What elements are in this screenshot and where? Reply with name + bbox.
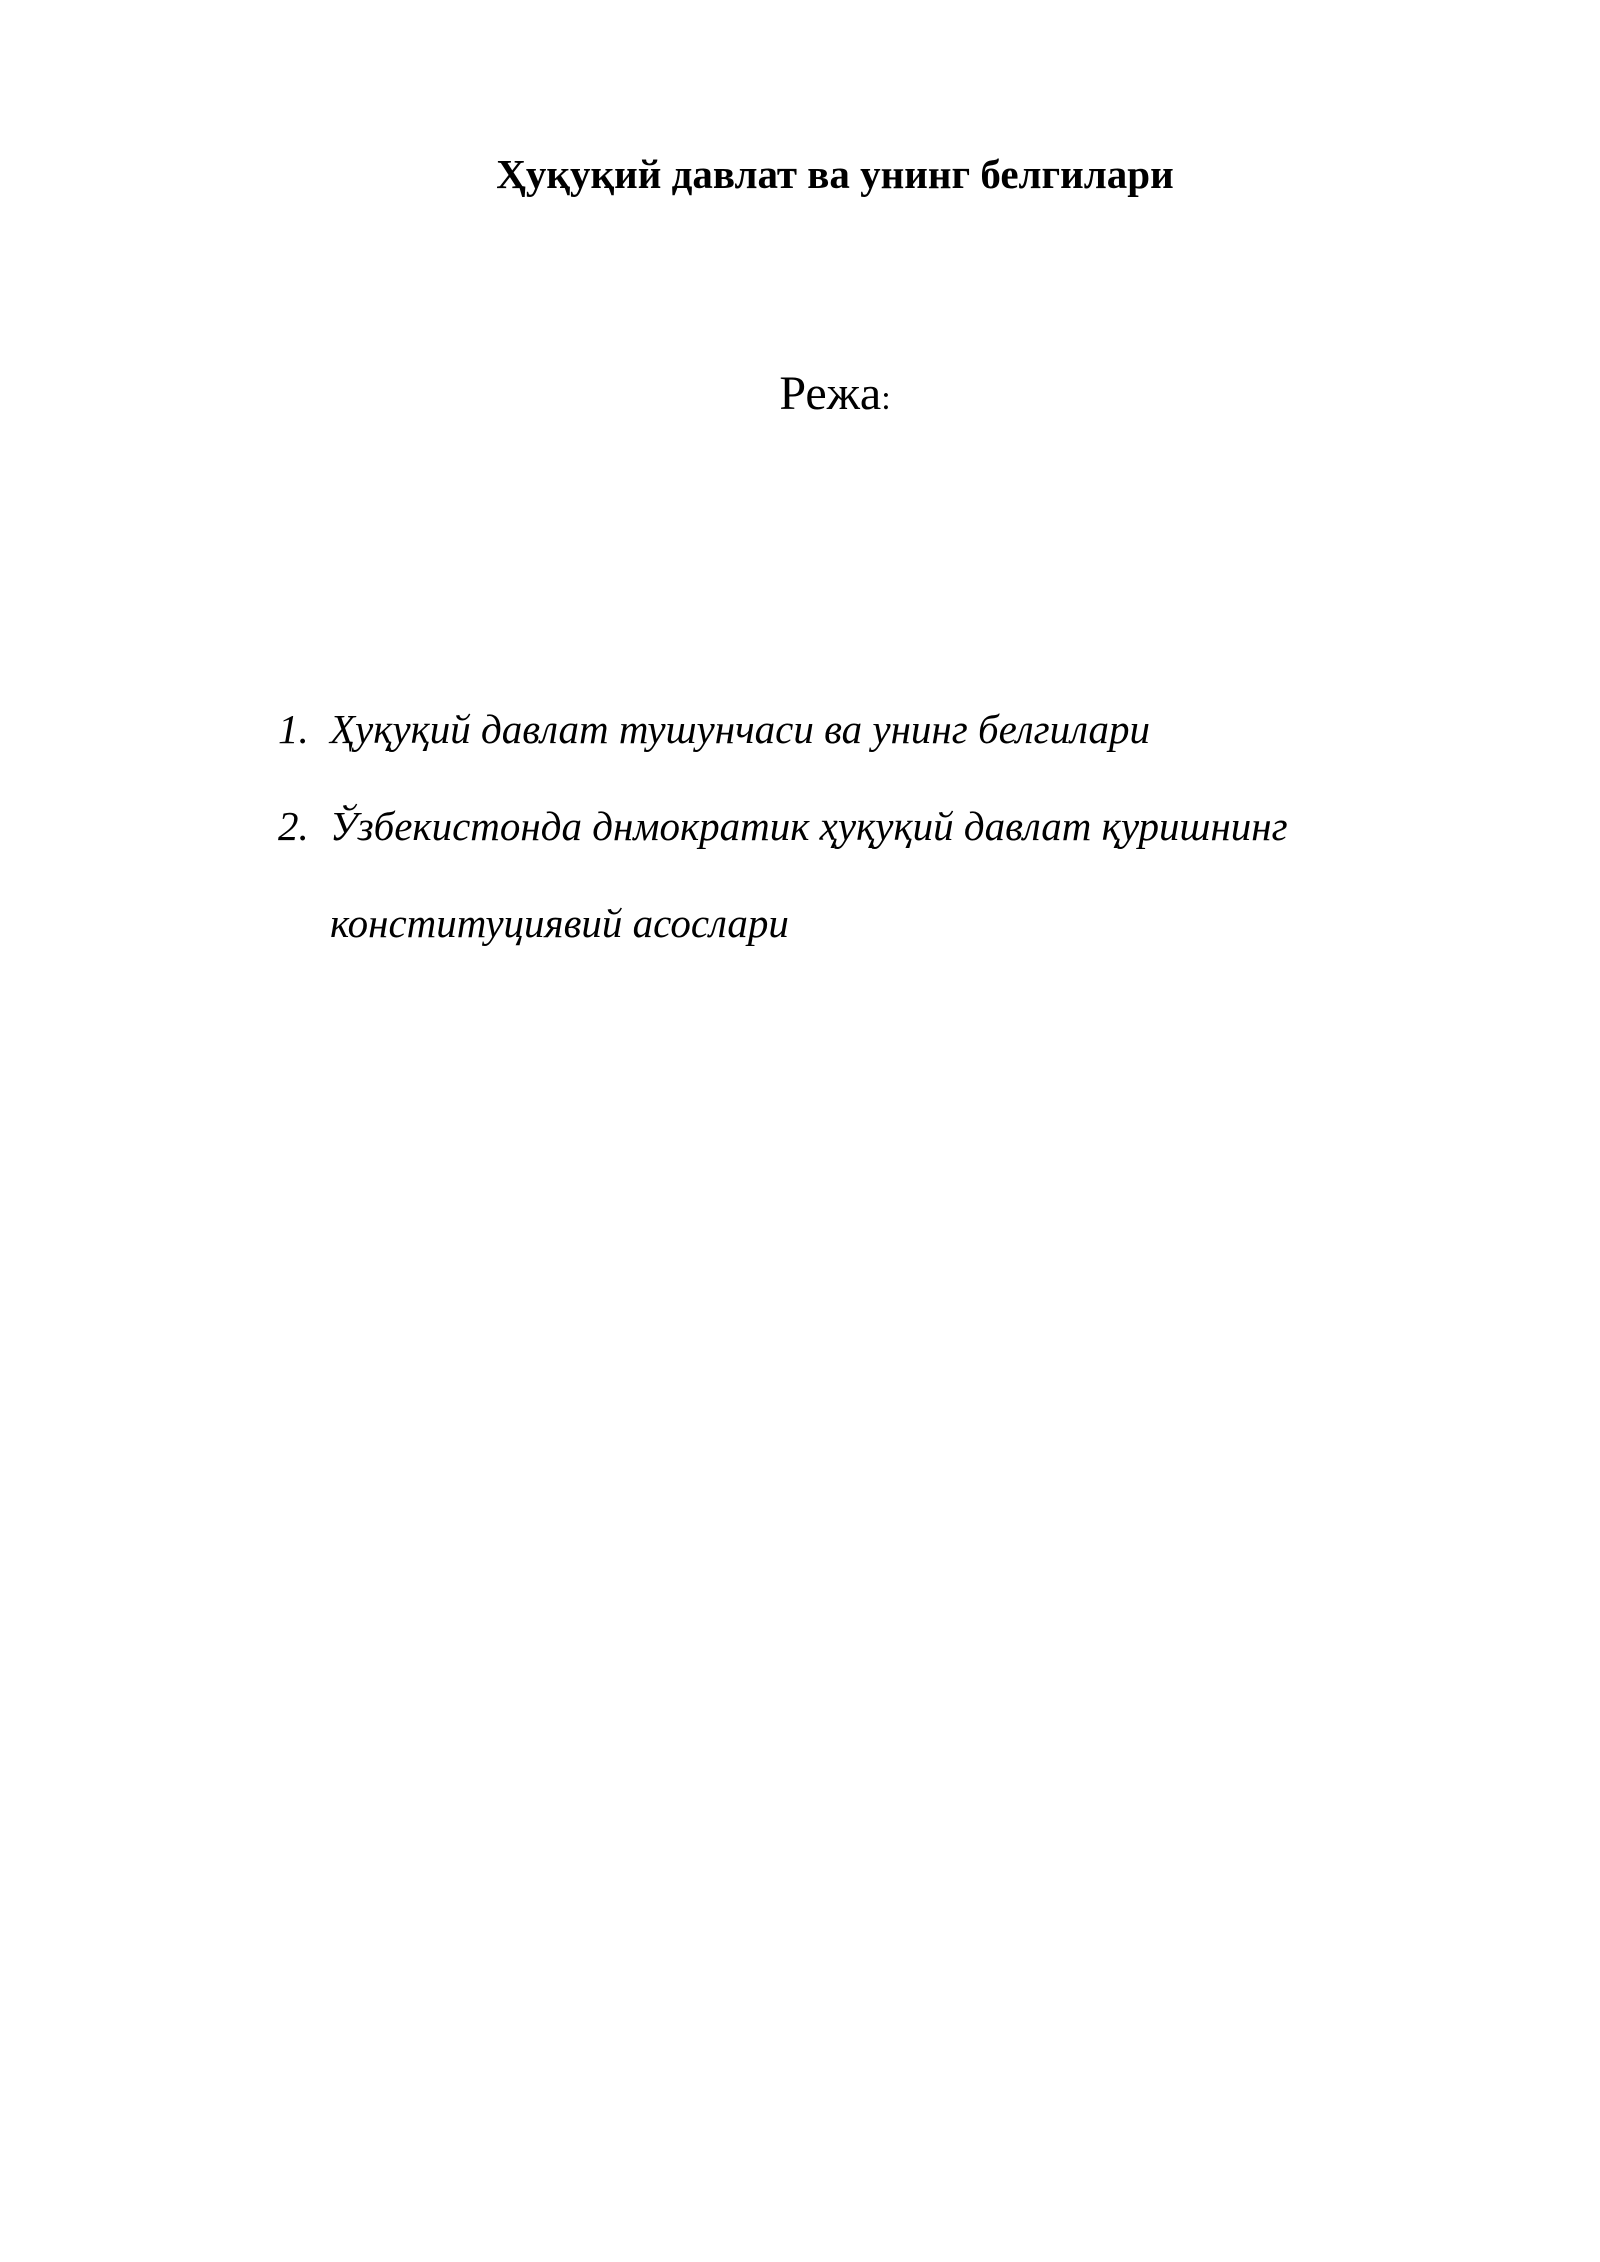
plan-item-text-continuation: конституциявий асослари — [330, 900, 789, 946]
plan-list — [278, 681, 1438, 972]
plan-item-number: 2. — [278, 803, 309, 849]
plan-heading — [0, 365, 1600, 423]
plan-item-number: 1. — [278, 706, 309, 752]
plan-item-2-continuation — [278, 875, 1438, 972]
plan-heading-colon: : — [881, 380, 891, 417]
plan-item-2 — [278, 778, 1438, 875]
plan-item-text: Ўзбекистонда днмократик ҳуқуқий давлат қуришнинг — [330, 803, 1288, 849]
plan-item-1 — [278, 681, 1438, 778]
plan-heading-text: Режа — [779, 367, 882, 420]
plan-item-text: Ҳуқуқий давлат тушунчаси ва унинг белгилари — [330, 706, 1151, 752]
document-title: Ҳуқуқий давлат ва унинг белгилари — [496, 151, 1174, 197]
